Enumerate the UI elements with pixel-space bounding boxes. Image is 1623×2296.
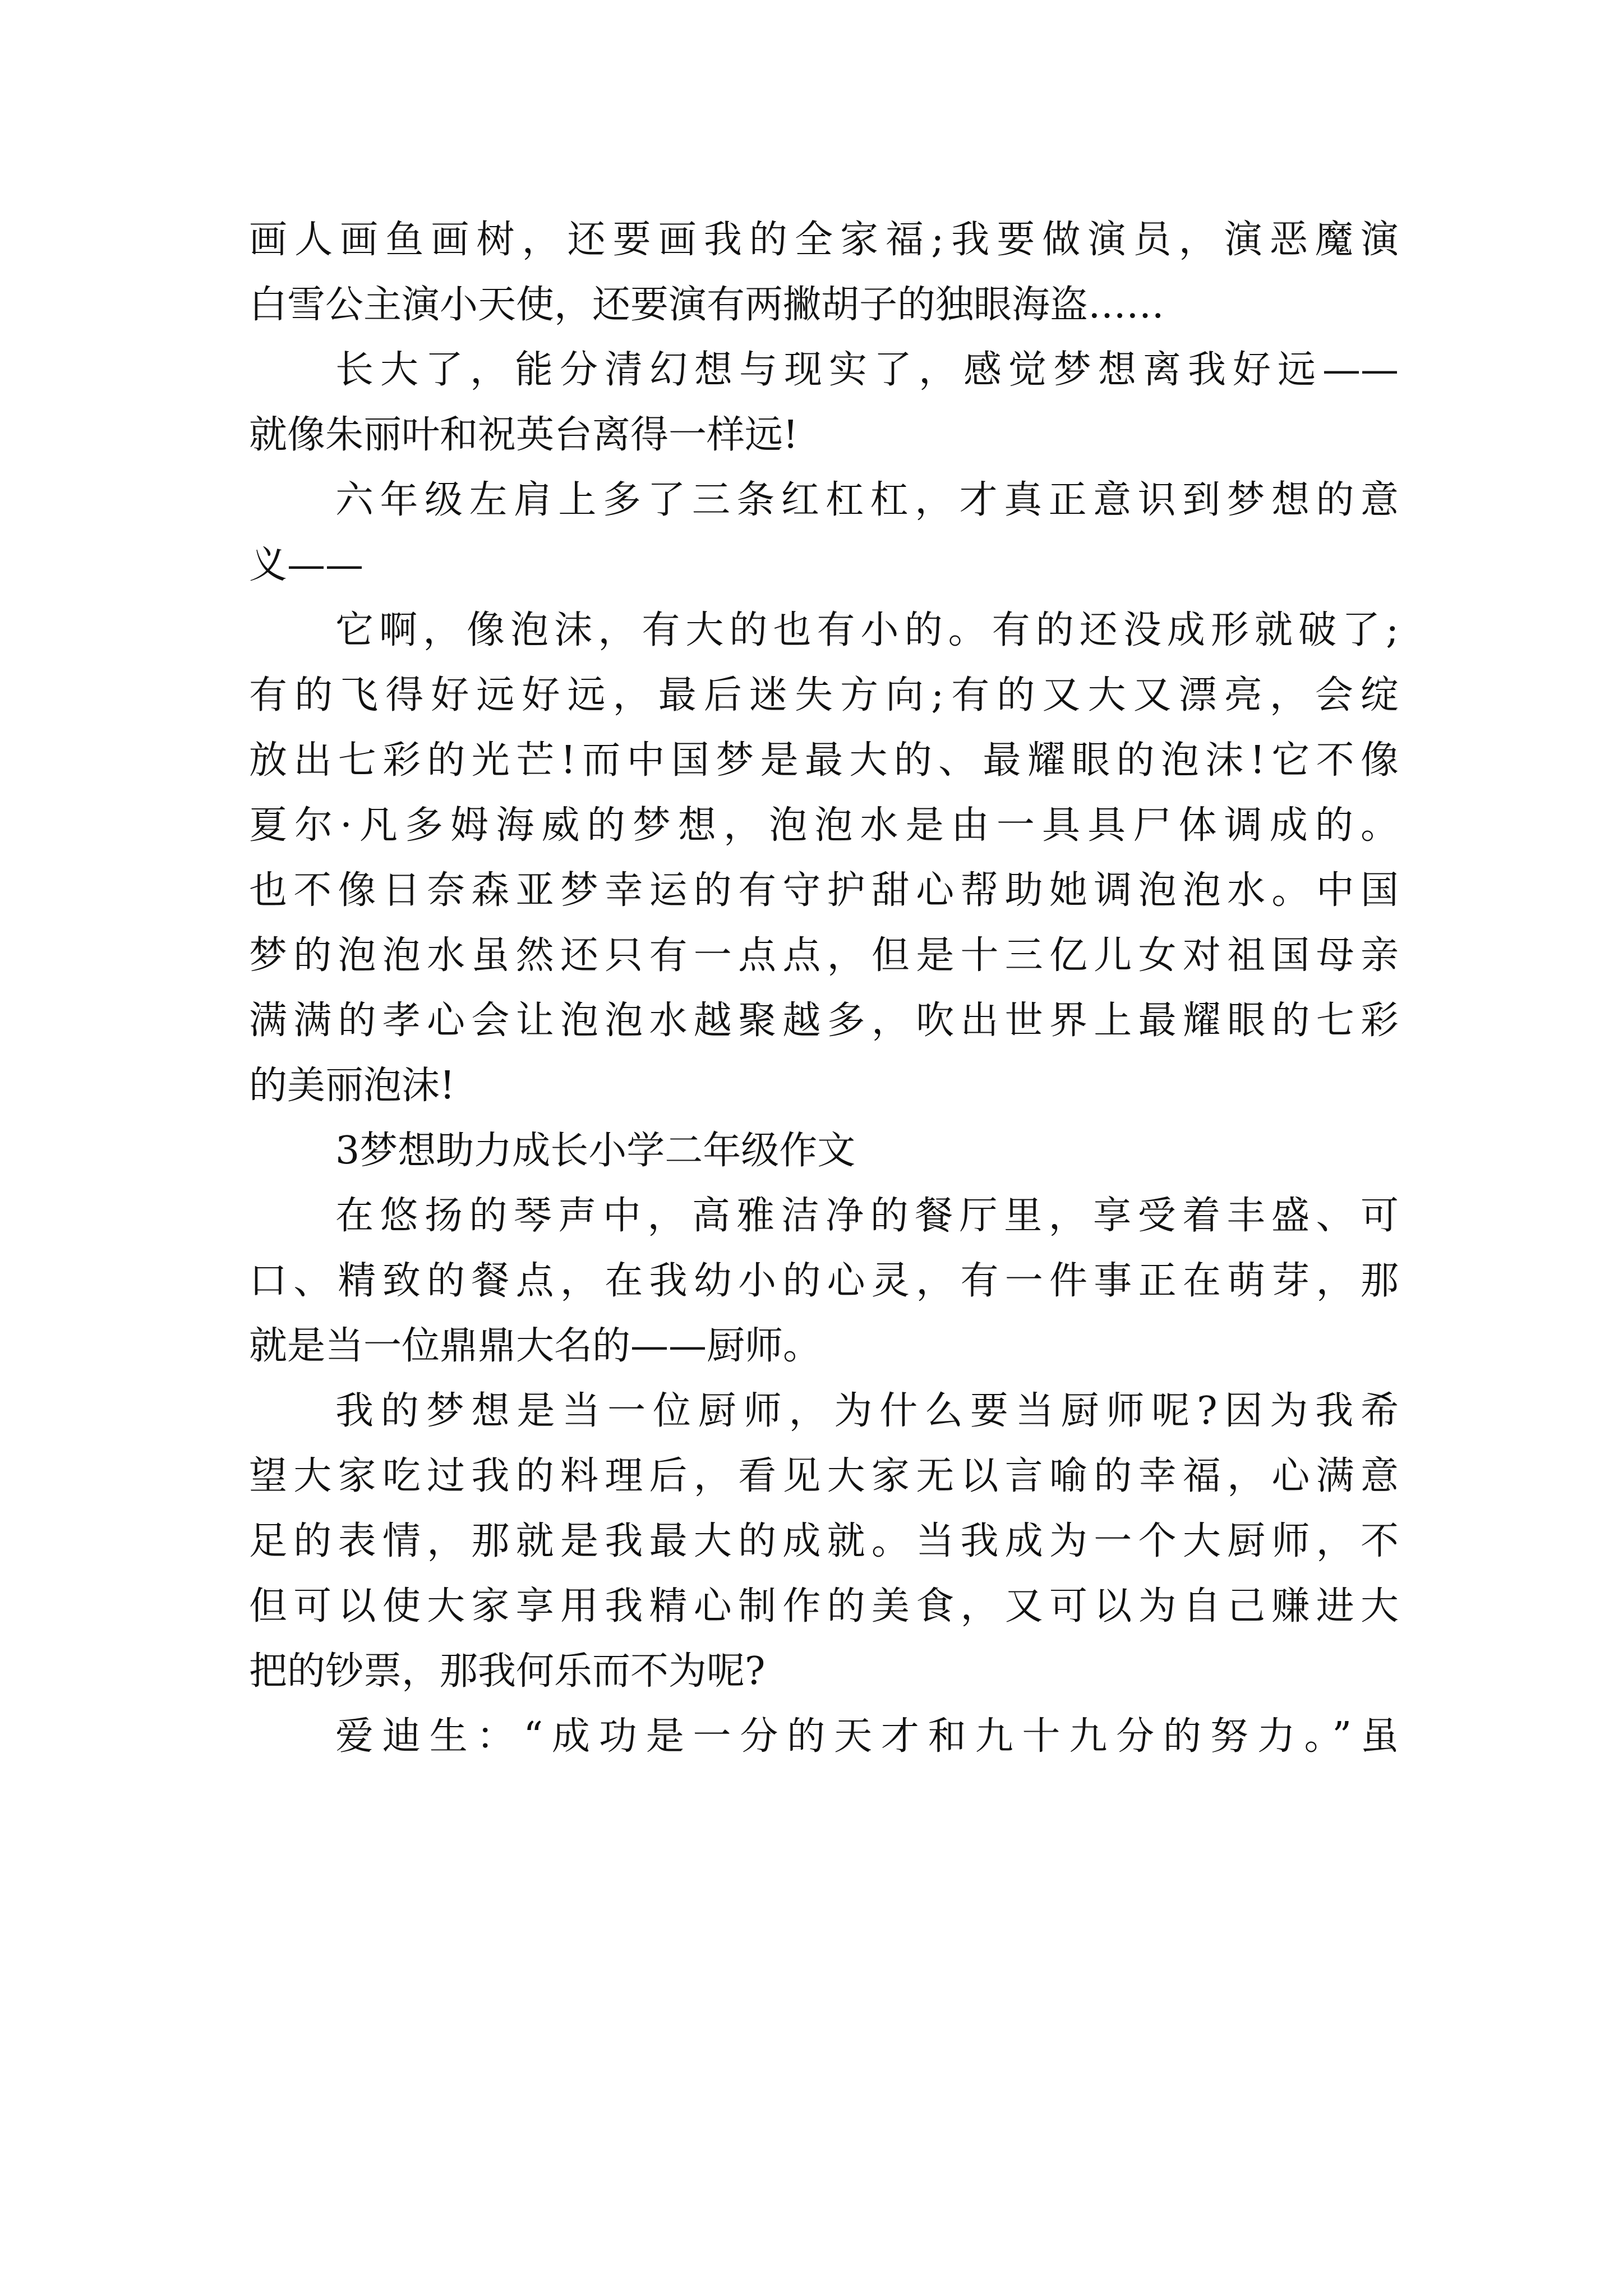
text-line: 长大了，能分清幻想与现实了，感觉梦想离我好远—— [335,348,1399,392]
text-line: 的美丽泡沫! [249,1064,455,1108]
text-line: 把的钞票，那我何乐而不为呢? [249,1649,766,1694]
text-line: 也不像日奈森亚梦幸运的有守护甜心帮助她调泡泡水。中国 [249,868,1399,913]
text-line: 梦的泡泡水虽然还只有一点点，但是十三亿儿女对祖国母亲 [249,933,1399,978]
text-line: 六年级左肩上多了三条红杠杠，才真正意识到梦想的意 [335,478,1399,522]
text-line: 就像朱丽叶和祝英台离得一样远! [249,413,799,457]
text-line: 满满的孝心会让泡泡水越聚越多，吹出世界上最耀眼的七彩 [249,999,1399,1043]
text-line: 画人画鱼画树，还要画我的全家福;我要做演员，演恶魔演 [249,218,1399,262]
text-line: 爱迪生：“成功是一分的天才和九十九分的努力。”虽 [335,1714,1399,1759]
text-line: 义—— [249,543,364,587]
text-line: 我的梦想是当一位厨师，为什么要当厨师呢?因为我希 [335,1389,1399,1433]
text-line: 望大家吃过我的料理后，看见大家无以言喻的幸福，心满意 [249,1454,1399,1498]
text-line: 白雪公主演小天使，还要演有两撇胡子的独眼海盗…… [249,283,1165,327]
text-line: 足的表情，那就是我最大的成就。当我成为一个大厨师，不 [249,1519,1399,1563]
text-line: 有的飞得好远好远，最后迷失方向;有的又大又漂亮，会绽 [249,673,1399,717]
text-line: 就是当一位鼎鼎大名的——厨师。 [249,1324,822,1368]
text-line: 但可以使大家享用我精心制作的美食，又可以为自己赚进大 [249,1584,1399,1628]
text-line: 在悠扬的琴声中，高雅洁净的餐厅里，享受着丰盛、可 [335,1194,1399,1238]
text-line: 夏尔·凡多姆海威的梦想，泡泡水是由一具具尸体调成的。 [249,803,1399,848]
text-line: 口、精致的餐点，在我幼小的心灵，有一件事正在萌芽，那 [249,1259,1399,1303]
essay-text-body [249,208,1399,1769]
text-line: 3梦想助力成长小学二年级作文 [335,1129,856,1173]
text-line: 放出七彩的光芒!而中国梦是最大的、最耀眼的泡沫!它不像 [249,738,1399,783]
text-line: 它啊，像泡沫，有大的也有小的。有的还没成形就破了; [335,608,1399,652]
